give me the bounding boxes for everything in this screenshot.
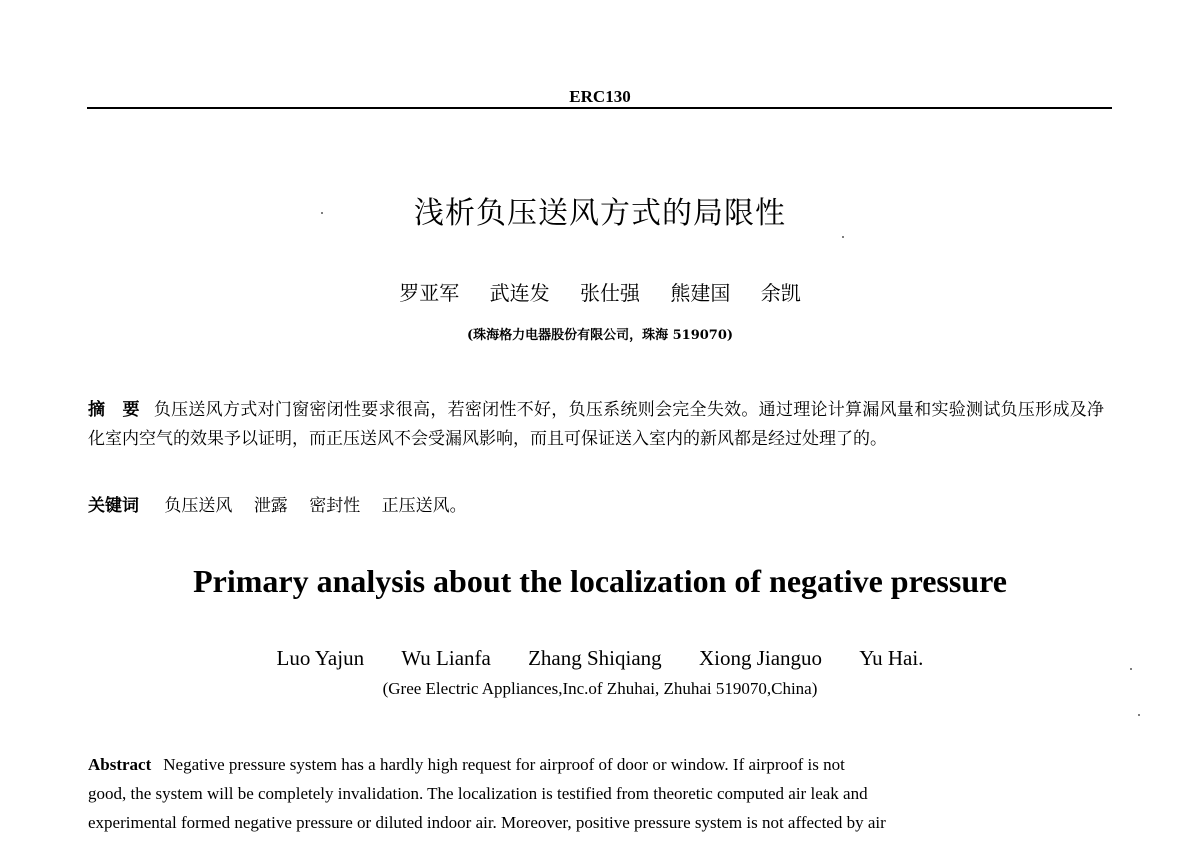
english-author: Wu Lianfa [401, 646, 491, 670]
chinese-authors [0, 277, 1200, 306]
chinese-author: 武连发 [489, 281, 550, 305]
chinese-author: 张仕强 [580, 281, 640, 305]
english-title: Primary analysis about the localization of negative pressure [193, 563, 1007, 599]
keyword: 密封性 [309, 496, 361, 516]
english-abstract-label: Abstract [88, 755, 152, 774]
header-rule [87, 107, 1112, 109]
scan-speck [1130, 668, 1132, 670]
chinese-abstract [88, 396, 1104, 454]
english-abstract-line-1 [88, 750, 1104, 779]
scan-speck [321, 212, 323, 214]
chinese-abstract-label: 摘 要 [88, 400, 140, 420]
english-affiliation: (Gree Electric Appliances,Inc.of Zhuhai, Zhuhai 519070,China) [382, 679, 818, 698]
header-code: ERC130 [569, 87, 631, 106]
chinese-affiliation: (珠海格力电器股份有限公司，珠海 519070) [466, 328, 734, 343]
chinese-keywords [88, 493, 1104, 519]
chinese-title: 浅析负压送风方式的局限性 [414, 196, 786, 231]
english-author: Luo Yajun [276, 646, 365, 670]
keyword: 正压送风。 [381, 496, 467, 516]
scan-speck [842, 236, 844, 238]
english-abstract-text-line: good, the system will be completely invalidation. The localization is testified from theoretic computed air leak and [88, 784, 868, 803]
chinese-abstract-text: 负压送风方式对门窗密闭性要求很高，若密闭性不好，负压系统则会完全失效。通过理论计算漏风量和实验测试负压形成及净化室内空气的效果予以证明，而正压送风不会受漏风影响，而且可保证送入室内的新风都是经过处理了的。 [88, 400, 1104, 449]
chinese-keywords-label: 关键词 [88, 496, 139, 516]
scan-speck [1138, 714, 1140, 716]
english-author: Zhang Shiqiang [528, 646, 662, 670]
english-abstract-text-line: Negative pressure system has a hardly high request for airproof of door or window. If airproof is not [163, 755, 845, 774]
english-author: Yu Hai. [859, 646, 924, 670]
english-author: Xiong Jianguo [698, 646, 823, 670]
keyword: 泄露 [253, 496, 288, 516]
keyword: 负压送风 [164, 496, 233, 516]
english-authors [0, 646, 1200, 671]
english-abstract [88, 750, 1104, 837]
chinese-author: 余凯 [760, 281, 801, 305]
chinese-author: 熊建国 [670, 281, 731, 305]
english-abstract-text-line: experimental formed negative pressure or diluted indoor air. Moreover, positive pressure system is not affected by air [88, 813, 886, 832]
chinese-author: 罗亚军 [399, 281, 460, 305]
